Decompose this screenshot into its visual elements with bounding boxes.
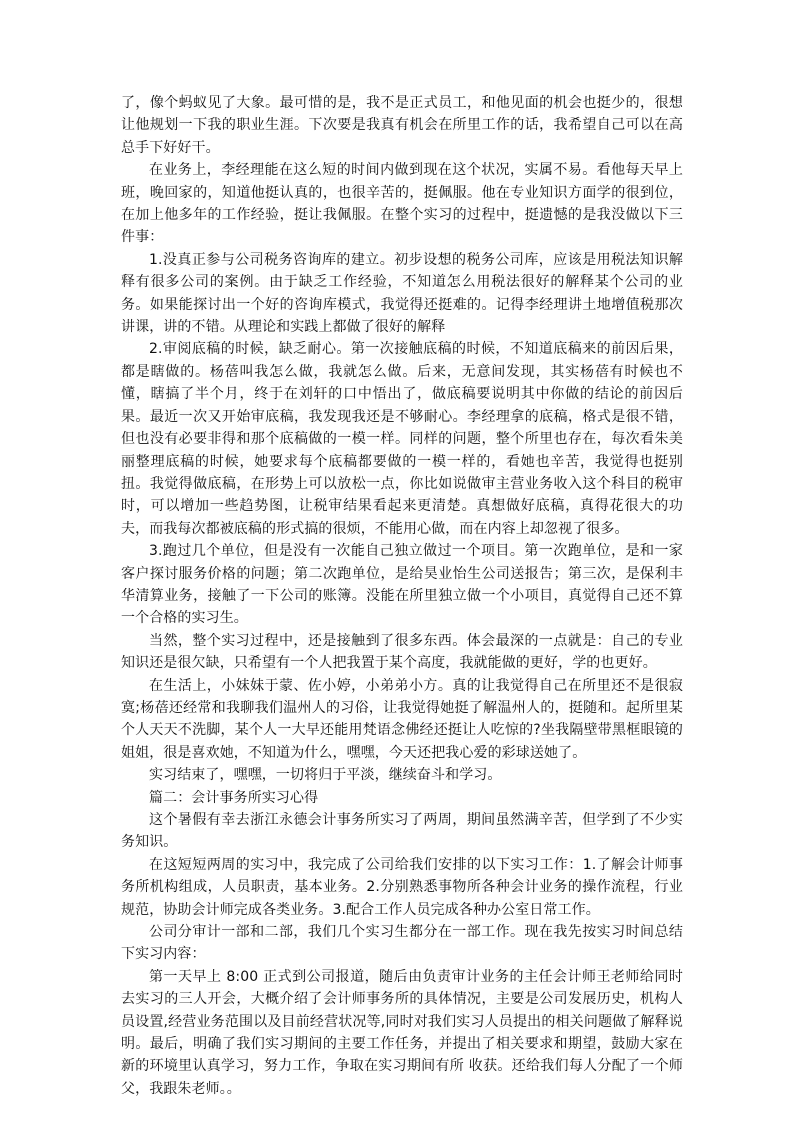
paragraph-6: 当然，整个实习过程中，还是接触到了很多东西。体会最深的一点就是：自己的专业知识还是很欠缺，只希望有一个人把我置于某个高度，我就能做的更好，学的也更好。	[121, 632, 683, 672]
paragraph-2: 在业务上，李经理能在这么短的时间内做到现在这个状况，实属不易。看他每天早上班，晚回家的，知道他挺认真的，也很辛苦的，挺佩服。他在专业知识方面学的很到位，在加上他多年的工作经验，挺让我佩服。在整个实习的过程中，挺遗憾的是我没做以下三件事：	[121, 162, 683, 246]
paragraph-1: 了，像个蚂蚁见了大象。最可惜的是，我不是正式员工，和他见面的机会也挺少的，很想让他规划一下我的职业生涯。下次要是我真有机会在所里工作的话，我希望自己可以在高总手下好好干。	[121, 95, 683, 156]
paragraph-5: 3.跑过几个单位，但是没有一次能自己独立做过一个项目。第一次跑单位，是和一家客户探讨服务价格的问题；第二次跑单位，是给昊业怡生公司送报告；第三次，是保利丰华清算业务，接触了一下公司的账簿。没能在所里独立做一个小项目，真觉得自己还不算一个合格的实习生。	[121, 543, 683, 627]
paragraph-10: 这个暑假有幸去浙江永德会计事务所实习了两周，期间虽然满辛苦，但学到了不少实务知识。	[121, 812, 683, 851]
paragraph-13: 第一天早上 8:00 正式到公司报道，随后由负责审计业务的主任会计师王老师给同时去实习的三人开会，大概介绍了会计师事务所的具体情况，主要是公司发展历史，机构人员设置,经营业务范围以及目前经营状况等,同时对我们实习人员提出的相关问题做了解释说明。最后，明确了我们实习期间的主要工作任务，并提出了相关要求和期望，鼓励大家在新的环境里认真学习，努力工作，争取在实习期间有所 收获。还给我们每人分配了一个师父，我跟朱老师。。	[121, 968, 683, 1097]
paragraph-7: 在生活上，小妹妹于蒙、佐小婷，小弟弟小方。真的让我觉得自己在所里还不是很寂寞;杨蓓还经常和我聊我们温州人的习俗，让我觉得她挺了解温州人的，挺随和。起所里某个人天天不洗脚，某个人一大早还能用梵语念佛经还挺让人吃惊的?坐我隔壁带黑框眼镜的姐姐，很是喜欢她，不知道为什么，嘿嘿，今天还把我心爱的彩球送她了。	[121, 677, 683, 761]
paragraph-12: 公司分审计一部和二部，我们几个实习生都分在一部工作。现在我先按实习时间总结下实习内容：	[121, 924, 683, 963]
document-page	[121, 92, 683, 1100]
section-heading: 篇二：会计事务所实习心得	[149, 789, 319, 806]
paragraph-11: 在这短短两周的实习中，我完成了公司给我们安排的以下实习工作：1.了解会计师事务所机构组成，人员职责，基本业务。2.分别熟悉事物所各种会计业务的操作流程，行业规范，协助会计师完成各类业务。3.配合工作人员完成各种办公室日常工作。	[121, 856, 683, 918]
paragraph-3: 1.没真正参与公司税务咨询库的建立。初步设想的税务公司库，应该是用税法知识解释有很多公司的案例。由于缺乏工作经验，不知道怎么用税法很好的解释某个公司的业务。如果能探讨出一个好的咨询库模式，我觉得还挺难的。记得李经理讲土地增值税那次讲课，讲的不错。从理论和实践上都做了很好的解释	[121, 251, 683, 336]
paragraph-8: 实习结束了，嘿嘿，一切将归于平淡，继续奋斗和学习。	[149, 767, 502, 784]
paragraph-4: 2.审阅底稿的时候，缺乏耐心。第一次接触底稿的时候，不知道底稿来的前因后果，都是瞎做的。杨蓓叫我怎么做，我就怎么做。后来，无意间发现，其实杨蓓有时候也不懂，瞎搞了半个月，终于在刘轩的口中悟出了，做底稿要说明其中你做的结论的前因后果。最近一次又开始审底稿，我发现我还是不够耐心。李经理拿的底稿，格式是很不错，但也没有必要非得和那个底稿做的一模一样。同样的问题，整个所里也存在，每次看朱美丽整理底稿的时候，她要求每个底稿都要做的一模一样的，看她也辛苦，我觉得也挺别扭。我觉得做底稿，在形势上可以放松一点，你比如说做审主营业务收入这个科目的税审时，可以增加一些趋势图，让税审结果看起来更清楚。真想做好底稿，真得花很大的功夫，而我每次都被底稿的形式搞的很烦，不能用心做，而在内容上却忽视了很多。	[121, 341, 683, 537]
